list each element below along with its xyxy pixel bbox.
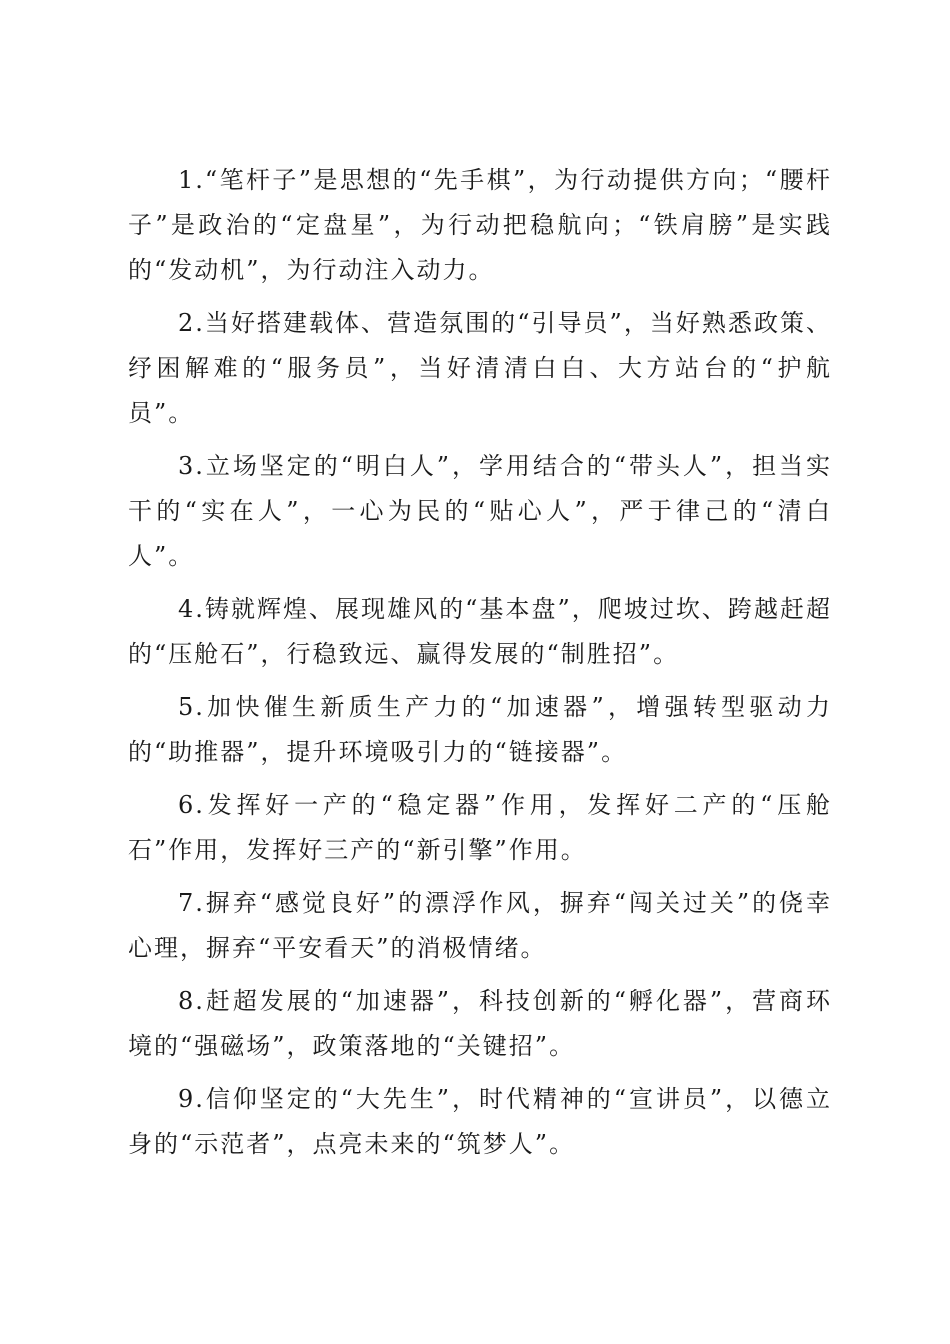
list-item: 8.赶超发展的“加速器”，科技创新的“孵化器”，营商环境的“强磁场”，政策落地的“关键招”。 bbox=[128, 987, 832, 1060]
list-item: 5.加快催生新质生产力的“加速器”，增强转型驱动力的“助推器”，提升环境吸引力的“链接器”。 bbox=[128, 693, 832, 766]
list-item: 3.立场坚定的“明白人”，学用结合的“带头人”，担当实干的“实在人”，一心为民的“贴心人”，严于律己的“清白人”。 bbox=[128, 452, 832, 570]
list-item: 1.“笔杆子”是思想的“先手棋”，为行动提供方向；“腰杆子”是政治的“定盘星”，为行动把稳航向；“铁肩膀”是实践的“发动机”，为行动注入动力。 bbox=[128, 166, 832, 284]
list-item: 9.信仰坚定的“大先生”，时代精神的“宣讲员”，以德立身的“示范者”，点亮未来的“筑梦人”。 bbox=[128, 1085, 832, 1158]
list-item: 6.发挥好一产的“稳定器”作用，发挥好二产的“压舱石”作用，发挥好三产的“新引擎”作用。 bbox=[128, 791, 832, 864]
document-body bbox=[128, 158, 832, 1175]
list-item: 2.当好搭建载体、营造氛围的“引导员”，当好熟悉政策、纾困解难的“服务员”，当好清清白白、大方站台的“护航员”。 bbox=[128, 309, 832, 427]
list-item: 4.铸就辉煌、展现雄风的“基本盘”，爬坡过坎、跨越赶超的“压舱石”，行稳致远、赢得发展的“制胜招”。 bbox=[128, 595, 832, 668]
list-item: 7.摒弃“感觉良好”的漂浮作风，摒弃“闯关过关”的侥幸心理，摒弃“平安看天”的消极情绪。 bbox=[128, 889, 832, 962]
